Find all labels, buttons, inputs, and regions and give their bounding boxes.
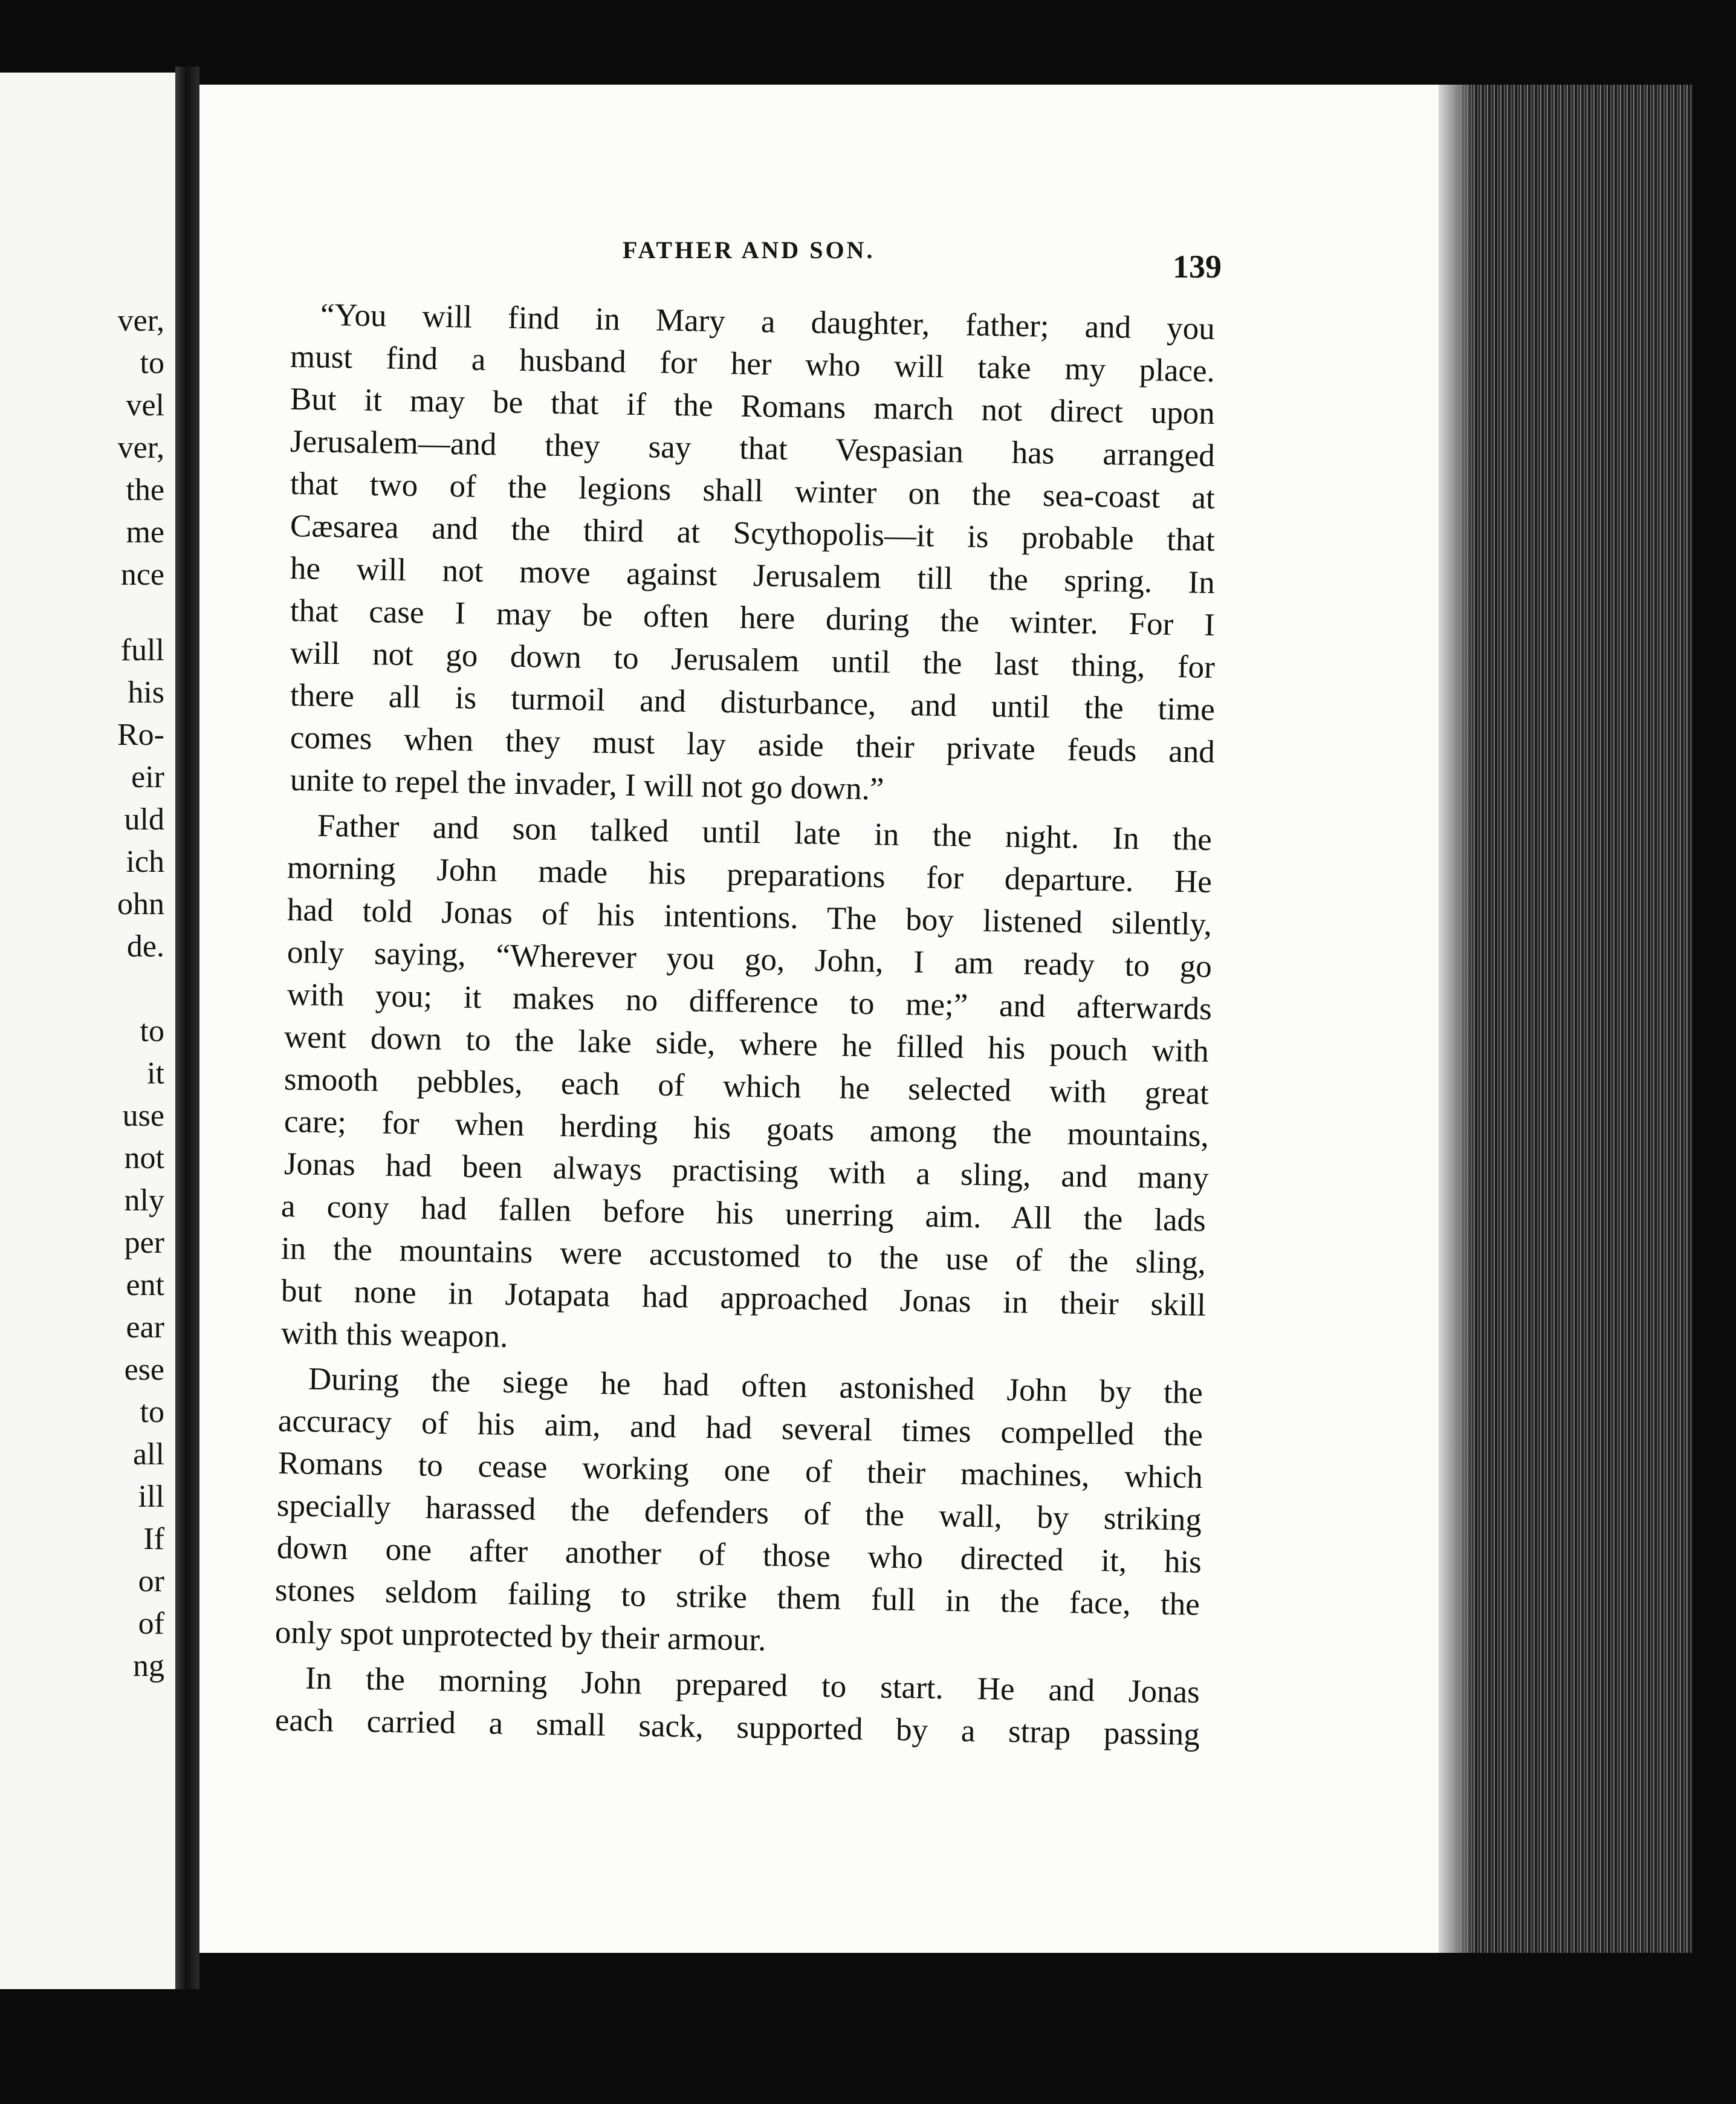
left-line-fragment: ear: [126, 1310, 164, 1345]
text-line: smooth pebbles, each of which he selected with great: [283, 1062, 1210, 1112]
text-line: comes when they must lay aside their private feuds and: [290, 720, 1216, 770]
text-line: but none in Jotapata had approached Jonas in their skill: [280, 1273, 1206, 1323]
text-line: had told Jonas of his intentions. The boy listened silently,: [287, 892, 1213, 943]
left-line-fragment: to: [140, 346, 164, 380]
text-line: a cony had fallen before his unerring aim. All the lads: [280, 1189, 1206, 1239]
text-line: Jonas had been always practising with a sling, and many: [283, 1146, 1210, 1196]
text-line: with you; it makes no difference to me;” and afterwards: [287, 977, 1213, 1027]
text-line: But it may be that if the Romans march not direct upon: [290, 382, 1216, 432]
left-line-fragment: ent: [126, 1268, 164, 1302]
text-line: in the mountains were accustomed to the use of the sling,: [280, 1231, 1206, 1281]
text-line: accuracy of his aim, and had several times compelled the: [277, 1403, 1203, 1453]
text-line: Father and son talked until late in the night. In the: [317, 808, 1213, 858]
left-line-fragment: all: [133, 1437, 164, 1472]
text-line: specially harassed the defenders of the wall, by striking: [276, 1488, 1202, 1538]
left-line-fragment: to: [140, 1395, 164, 1429]
text-line: he will not move against Jerusalem till the spring. In: [290, 551, 1216, 601]
left-line-fragment: ese: [124, 1352, 164, 1387]
text-line: there all is turmoil and disturbance, and until the time: [290, 678, 1216, 728]
text-line: each carried a small sack, supported by a strap passing: [274, 1703, 1200, 1753]
text-line: care; for when herding his goats among the mountains,: [283, 1104, 1210, 1154]
left-line-fragment: his: [128, 675, 164, 710]
left-line-fragment: Ro-: [117, 718, 164, 752]
running-header: FATHER AND SON.: [623, 236, 875, 264]
text-line: Romans to cease working one of their machines, which: [277, 1446, 1203, 1496]
text-line: only saying, “Wherever you go, John, I am ready to go: [287, 935, 1213, 985]
left-line-fragment: ill: [138, 1479, 164, 1514]
left-line-fragment: the: [126, 473, 164, 507]
text-line: In the morning John prepared to start. He and Jonas: [305, 1660, 1200, 1710]
text-line: morning John made his preparations for departure. He: [287, 850, 1213, 900]
text-line: will not go down to Jerusalem until the last thing, for: [290, 635, 1216, 686]
left-line-fragment: nly: [124, 1183, 164, 1218]
left-line-fragment: of: [138, 1606, 164, 1641]
left-line-fragment: eir: [131, 760, 164, 794]
page-number: 139: [1173, 248, 1222, 285]
page-edges: [1439, 85, 1692, 1953]
text-line: unite to repel the invader, I will not go down.”: [290, 762, 884, 807]
text-line: Jerusalem—and they say that Vespasian has arranged: [290, 424, 1216, 474]
text-line: down one after another of those who directed it, his: [276, 1530, 1202, 1580]
left-line-fragment: per: [124, 1226, 164, 1260]
text-line: only spot unprotected by their armour.: [274, 1615, 766, 1658]
left-line-fragment: use: [122, 1099, 164, 1133]
left-line-fragment: me: [126, 515, 164, 550]
left-line-fragment: it: [147, 1056, 164, 1091]
text-line: that case I may be often here during the winter. For I: [290, 593, 1216, 643]
text-line: that two of the legions shall winter on the sea-coast at: [290, 466, 1216, 516]
text-line: Cæsarea and the third at Scythopolis—it is probable that: [290, 508, 1216, 559]
left-line-fragment: vel: [126, 388, 164, 423]
left-line-fragment: nce: [120, 557, 164, 592]
left-page-fragment: [0, 73, 175, 1989]
left-line-fragment: uld: [124, 802, 164, 837]
left-line-fragment: or: [138, 1564, 164, 1599]
left-line-fragment: If: [143, 1522, 164, 1556]
left-line-fragment: ohn: [117, 887, 164, 921]
text-line: “You will find in Mary a daughter, father; and you: [320, 297, 1216, 347]
left-line-fragment: not: [124, 1141, 164, 1175]
book-gutter: [175, 67, 199, 1989]
text-line: went down to the lake side, where he filled his pouch with: [283, 1019, 1210, 1070]
left-line-fragment: full: [120, 633, 164, 667]
left-line-fragment: ver,: [117, 304, 164, 338]
text-line: must find a husband for her who will take my place.: [290, 339, 1216, 389]
left-line-fragment: to: [140, 1014, 164, 1048]
left-line-fragment: de.: [126, 929, 164, 964]
left-line-fragment: ver,: [117, 430, 164, 465]
text-line: During the siege he had often astonished John by the: [308, 1361, 1203, 1411]
text-line: stones seldom failing to strike them full in the face, the: [274, 1573, 1200, 1623]
text-line: with this weapon.: [280, 1316, 508, 1354]
left-line-fragment: ng: [133, 1649, 164, 1683]
left-line-fragment: ich: [126, 845, 164, 879]
